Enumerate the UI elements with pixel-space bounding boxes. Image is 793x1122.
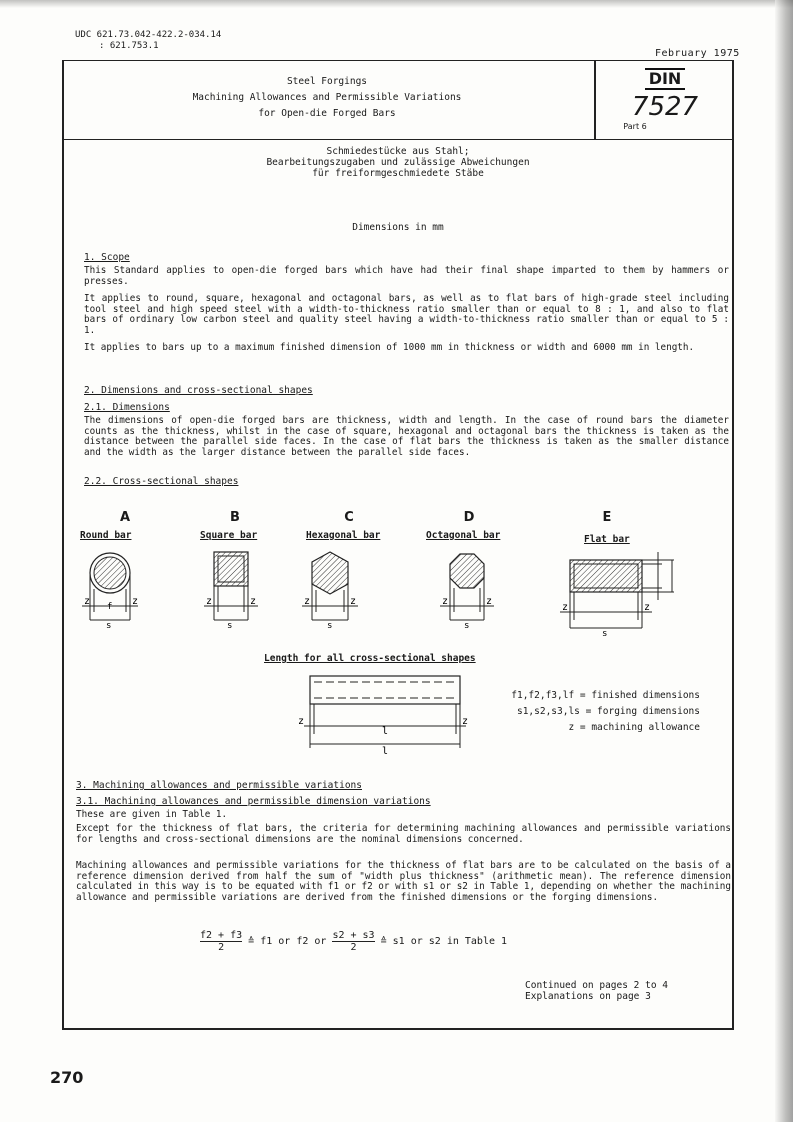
svg-text:l: l	[382, 746, 389, 757]
page-number: 270	[50, 1068, 84, 1087]
svg-text:z: z	[132, 596, 139, 607]
section-3-heading: 3. Machining allowances and permissible variations	[76, 780, 362, 791]
continuation-note: Continued on pages 2 to 4 Explanations on page 3	[525, 980, 668, 1002]
svg-text:z: z	[644, 602, 651, 613]
dimension-legend: f1,f2,f3,lf = finished dimensions s1,s2,s3,ls = forging dimensions z = machining allowance	[511, 690, 700, 733]
length-heading: Length for all cross-sectional shapes	[264, 653, 476, 664]
svg-text:s: s	[464, 621, 470, 631]
svg-text:z: z	[486, 596, 493, 607]
shape-c-label: Hexagonal bar	[306, 530, 381, 541]
scan-top-edge	[0, 0, 793, 8]
scope-paragraph-2: It applies to round, square, hexagonal and octagonal bars, as well as to flat bars of high-grade steel including tool steel and high speed steel with a width-to-thickness ratio smaller than or equal to 8 : 1, and also to flat bars of ordinary low carbon steel and quality steel having a width-to-thickness ratio smaller than or equal to 5 : 1.	[84, 293, 729, 336]
publication-date: February 1975	[655, 48, 740, 59]
section-3-paragraph-3: Machining allowances and permissible variations for the thickness of flat bars are to be calculated on the basis of a reference dimension derived from half the sum of "width plus thickness" (arithmetic mean). The reference dimension calculated in this way is to be equated with f1 or f2 or with s1 or s2 in Table 1, depending on whether the machining allowance and permissible variations are derived from the finished dimensions or the forging dimensions.	[76, 860, 731, 903]
octagonal-bar-drawing	[440, 554, 494, 631]
dimensions-paragraph: The dimensions of open-die forged bars are thickness, width and length. In the case of round bars the diameter counts as the thickness, whilst in the case of square, hexagonal and octagonal bars the thickness is taken as the distance between the parallel side faces. In the case of flat bars the thickness is taken as the smaller distance and the width as the larger distance between the parallel side faces.	[84, 415, 729, 458]
scope-paragraph-3: It applies to bars up to a maximum finished dimension of 1000 mm in thickness or width and 6000 mm in length.	[84, 342, 695, 353]
svg-text:s: s	[227, 621, 233, 631]
section-2-2-heading: 2.2. Cross-sectional shapes	[84, 476, 239, 487]
svg-text:z: z	[562, 602, 569, 613]
svg-text:z: z	[442, 596, 449, 607]
din-box	[596, 60, 734, 140]
svg-text:z: z	[304, 596, 311, 607]
section-2-1-heading: 2.1. Dimensions	[84, 402, 170, 413]
section-3-1-heading: 3.1. Machining allowances and permissible dimension variations	[76, 796, 431, 807]
svg-text:z: z	[298, 716, 305, 727]
svg-text:s: s	[327, 621, 333, 631]
english-title: Steel Forgings Machining Allowances and Permissible Variations for Open-die Forged Bars	[192, 76, 462, 119]
flat-bar-drawing	[560, 552, 674, 639]
svg-text:z: z	[350, 596, 357, 607]
standard-header	[62, 60, 734, 140]
svg-text:z: z	[462, 716, 469, 727]
dimensions-note: Dimensions in mm	[352, 222, 444, 233]
din-logo: DIN	[645, 68, 686, 90]
shape-d: D	[463, 510, 475, 525]
reference-formula: f2 + f3 2 ≙ f1 or f2 or s2 + s3 2 ≙ s1 or s2 in Table 1	[200, 930, 508, 953]
shape-e: E	[602, 510, 612, 525]
svg-text:s: s	[106, 621, 112, 631]
svg-text:z: z	[84, 596, 91, 607]
length-drawing	[290, 668, 480, 758]
square-bar-drawing	[204, 552, 258, 631]
shape-a-label: Round bar	[80, 530, 132, 541]
scan-right-edge	[775, 0, 793, 1122]
cross-section-drawings	[62, 540, 734, 650]
svg-text:z: z	[250, 596, 257, 607]
shape-c: C	[344, 510, 354, 525]
shape-a: A	[119, 510, 131, 525]
hexagonal-bar-drawing	[302, 552, 358, 631]
round-bar-drawing	[82, 553, 138, 631]
german-title: Schmiedestücke aus Stahl; Bearbeitungszugaben und zulässige Abweichungen für freiformgeschmiedete Stäbe	[266, 146, 530, 179]
shape-b: B	[230, 510, 240, 525]
section-3-paragraph-1: These are given in Table 1.	[76, 809, 228, 820]
svg-text:z: z	[206, 596, 213, 607]
svg-text:s: s	[602, 629, 608, 639]
shape-d-label: Octagonal bar	[426, 530, 501, 541]
section-3-paragraph-2: Except for the thickness of flat bars, the criteria for determining machining allowances and permissible variations for lengths and cross-sectional dimensions are the nominal dimensions concerned.	[76, 823, 731, 845]
section-1-heading: 1. Scope	[84, 252, 130, 263]
din-part: Part 6	[623, 122, 647, 131]
shape-e-label: Flat bar	[584, 534, 630, 545]
scope-paragraph-1: This Standard applies to open-die forged bars which have had their final shape imparted to them by hammers or presses.	[84, 265, 729, 287]
svg-text:f: f	[107, 602, 113, 612]
shape-b-label: Square bar	[200, 530, 258, 541]
udc-code: UDC 621.73.042-422.2-034.14 : 621.753.1	[75, 30, 222, 51]
svg-text:l: l	[382, 726, 389, 737]
din-number: 7527	[631, 92, 699, 122]
section-2-heading: 2. Dimensions and cross-sectional shapes	[84, 385, 313, 396]
